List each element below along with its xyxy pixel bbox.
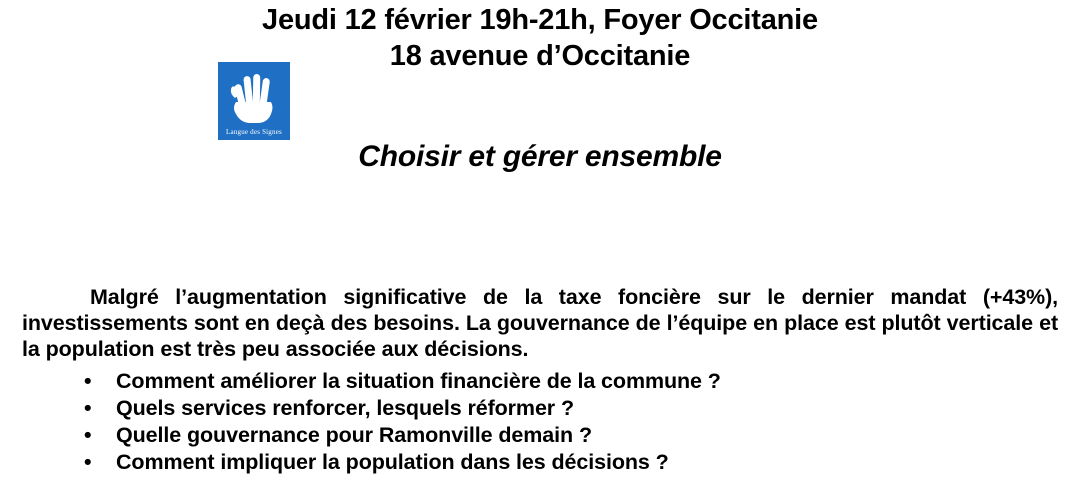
document-subtitle: Choisir et gérer ensemble bbox=[358, 140, 722, 173]
bullet-icon: • bbox=[84, 423, 92, 447]
questions-list bbox=[22, 368, 1058, 476]
list-item-label: Quels services renforcer, lesquels réformer ? bbox=[116, 396, 574, 420]
logo-box bbox=[218, 62, 290, 140]
sign-language-hand-icon bbox=[230, 68, 278, 131]
header-line-1: Jeudi 12 février 19h-21h, Foyer Occitanie bbox=[262, 4, 818, 36]
list-item bbox=[22, 395, 1058, 422]
list-item bbox=[22, 449, 1058, 476]
bullet-icon: • bbox=[84, 369, 92, 393]
list-item bbox=[22, 368, 1058, 395]
body-text-block bbox=[22, 262, 1058, 383]
list-item-label: Comment impliquer la population dans les décisions ? bbox=[116, 450, 669, 474]
list-item bbox=[22, 422, 1058, 449]
sign-language-logo bbox=[218, 62, 290, 140]
list-item-label: Comment améliorer la situation financière de la commune ? bbox=[116, 369, 721, 393]
logo-caption: Langue des Signes bbox=[226, 128, 282, 136]
event-header bbox=[0, 0, 1080, 74]
bullet-icon: • bbox=[84, 396, 92, 420]
list-item-label: Quelle gouvernance pour Ramonville demain ? bbox=[116, 423, 592, 447]
bullet-icon: • bbox=[84, 450, 92, 474]
body-paragraph: Malgré l’augmentation significative de la taxe foncière sur le dernier mandat (+43%), investissements sont en deçà des besoins. La gouvernance de l’équipe en place est plutôt verticale et la population est très peu associée aux décisions. bbox=[22, 284, 1058, 361]
header-line-2: 18 avenue d’Occitanie bbox=[389, 40, 691, 72]
